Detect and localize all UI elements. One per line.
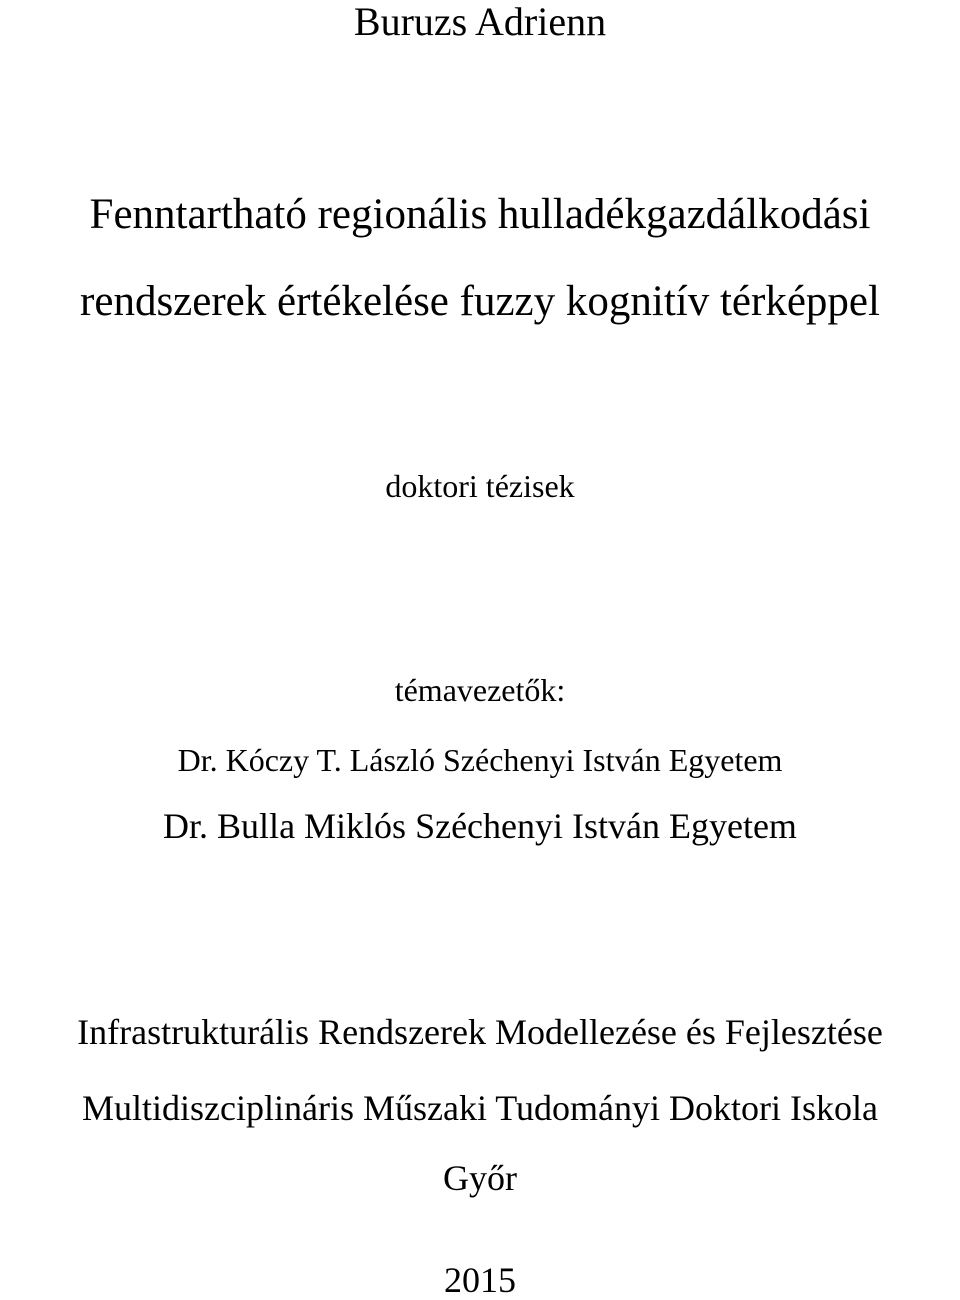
thesis-title-line-1: Fenntartható regionális hulladékgazdálkodási	[89, 191, 871, 238]
thesis-title-line-2: rendszerek értékelése fuzzy kognitív térképpel	[80, 278, 880, 325]
year: 2015	[444, 1260, 516, 1300]
author-name: Buruzs Adrienn	[353, 0, 607, 44]
document-type: doktori tézisek	[385, 468, 575, 504]
doctoral-school-line-1: Infrastrukturális Rendszerek Modellezése és Fejlesztése	[77, 1012, 883, 1052]
city: Győr	[443, 1158, 517, 1198]
supervisors-label: témavezetők:	[394, 672, 566, 708]
supervisor-1: Dr. Kóczy T. László Széchenyi István Egyetem	[177, 742, 783, 778]
supervisor-2: Dr. Bulla Miklós Széchenyi István Egyetem	[163, 806, 797, 846]
doctoral-school-line-2: Multidiszciplináris Műszaki Tudományi Doktori Iskola	[82, 1088, 878, 1128]
